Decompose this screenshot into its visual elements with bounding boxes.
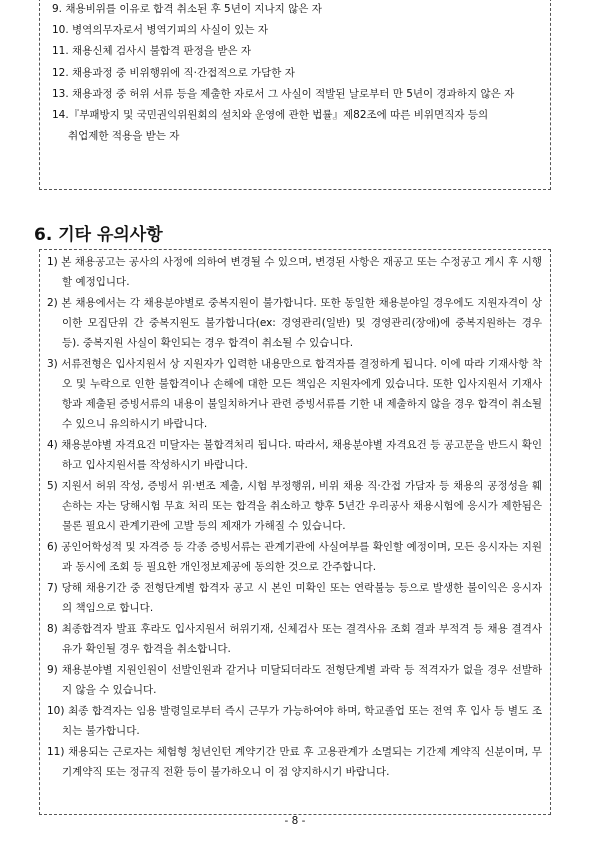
note-item: 6) 공인어학성적 및 자격증 등 각종 증빙서류는 관계기관에 사실여부를 확인할 예정이며, 모든 응시자는 지원과 동시에 조회 등 필요한 개인정보제공에 동의한 것으로 간주합니다. <box>47 541 542 573</box>
note-item: 1) 본 채용공고는 공사의 사정에 의하여 변경될 수 있으며, 변경된 사항은 재공고 또는 수정공고 게시 후 시행할 예정입니다. <box>47 256 542 288</box>
restriction-item: 9. 채용비위를 이유로 합격 취소된 후 5년이 지나지 않은 자 <box>52 3 322 15</box>
restriction-item: 12. 채용과정 중 비위행위에 직·간접적으로 가담한 자 <box>52 67 295 79</box>
note-item: 11) 채용되는 근로자는 체험형 청년인턴 계약기간 만료 후 고용관계가 소멸되는 기간제 계약직 신분이며, 무기계약직 또는 정규직 전환 등이 불가하오니 이 점 양지하시기 바랍니다. <box>47 746 542 778</box>
note-item: 3) 서류전형은 입사지원서 상 지원자가 입력한 내용만으로 합격자를 결정하게 됩니다. 이에 따라 기재사항 착오 및 누락으로 인한 불합격이나 손해에 대한 모든 책임은 지원자에게 있습니다. 또한 입사지원서 기재사항과 제출된 증빙서류의 내용이 불일치하거나 관련 증빙서류를 기한 내 제출하지 않을 경우 합격이 취소될 수 있으니 유의하시기 바랍니다. <box>47 358 542 430</box>
restriction-item-continuation: 취업제한 적용을 받는 자 <box>68 130 180 142</box>
note-item: 2) 본 채용에서는 각 채용분야별로 중복지원이 불가합니다. 또한 동일한 채용분야일 경우에도 지원자격이 상이한 모집단위 간 중복지원도 불가합니다(ex: 경영관리(일반) 및 경영관리(장애)에 중복지원하는 경우 등). 중복지원 사실이 확인되는 경우 합격이 취소될 수 있습니다. <box>47 297 542 349</box>
note-item: 5) 지원서 허위 작성, 증빙서 위·변조 제출, 시험 부정행위, 비위 채용 직·간접 가담자 등 채용의 공정성을 훼손하는 자는 당해시험 무효 처리 또는 합격을 취소하고 향후 5년간 우리공사 채용시험에 응시가 제한됨은 물론 필요시 관계기관에 고발 등의 제재가 가해질 수 있습니다. <box>47 480 542 532</box>
section-title: 6. 기타 유의사항 <box>34 225 163 245</box>
note-item: 7) 당해 채용기간 중 전형단계별 합격자 공고 시 본인 미확인 또는 연락불능 등으로 발생한 불이익은 응시자의 책임으로 합니다. <box>47 582 542 614</box>
notes-box <box>39 249 551 815</box>
restriction-item: 14.『부패방지 및 국민권익위원회의 설치와 운영에 관한 법률』제82조에 따른 비위면직자 등의 <box>52 109 489 121</box>
restriction-item: 11. 채용신체 검사시 불합격 판정을 받은 자 <box>52 45 252 57</box>
page-number: - 8 - <box>284 815 306 827</box>
note-item: 4) 채용분야별 자격요건 미달자는 불합격처리 됩니다. 따라서, 채용분야별 자격요건 등 공고문을 반드시 확인하고 입사지원서를 작성하시기 바랍니다. <box>47 439 542 471</box>
restriction-item: 10. 병역의무자로서 병역기피의 사실이 있는 자 <box>52 24 268 36</box>
note-item: 8) 최종합격자 발표 후라도 입사지원서 허위기재, 신체검사 또는 결격사유 조회 결과 부적격 등 채용 결격사유가 확인될 경우 합격을 취소합니다. <box>47 623 542 655</box>
note-item: 9) 채용분야별 지원인원이 선발인원과 같거나 미달되더라도 전형단계별 과락 등 적격자가 없을 경우 선발하지 않을 수 있습니다. <box>47 664 542 696</box>
note-item: 10) 최종 합격자는 임용 발령일로부터 즉시 근무가 가능하여야 하며, 학교졸업 또는 전역 후 입사 등 별도 조치는 불가합니다. <box>47 705 542 737</box>
eligibility-restrictions-box <box>39 0 551 190</box>
restriction-item: 13. 채용과정 중 허위 서류 등을 제출한 자로서 그 사실이 적발된 날로부터 만 5년이 경과하지 않은 자 <box>52 88 515 100</box>
